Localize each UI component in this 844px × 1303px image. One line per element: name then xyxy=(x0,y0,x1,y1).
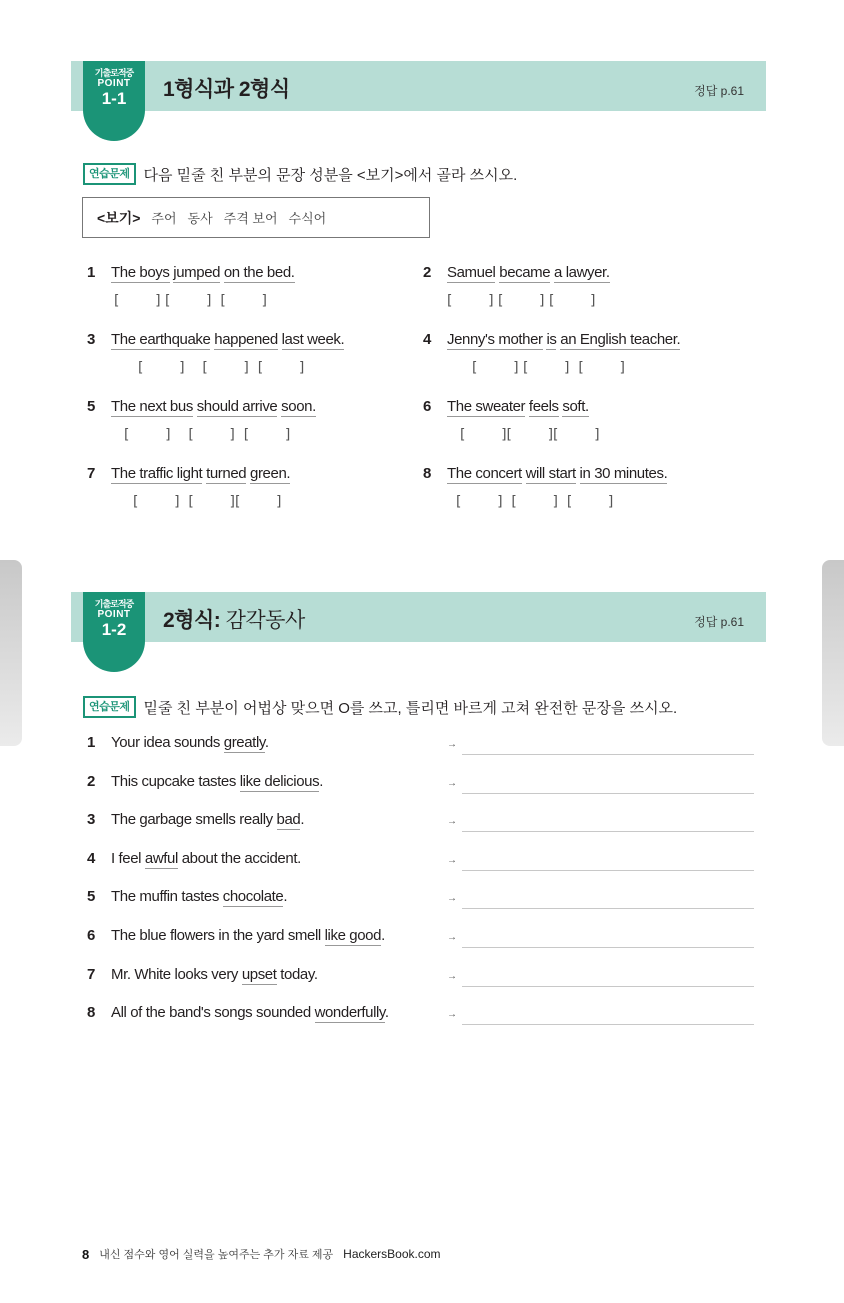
bogi-option: 동사 xyxy=(187,211,213,226)
sentence-after: . xyxy=(319,772,323,790)
arrow-icon: → xyxy=(447,970,457,982)
badge-point-label: POINT xyxy=(97,609,131,620)
bogi-option: 수식어 xyxy=(288,211,327,226)
point-badge xyxy=(83,592,145,672)
arrow-icon: → xyxy=(447,777,457,789)
underlined-part: became xyxy=(499,264,551,281)
underlined-part: upset xyxy=(241,965,277,983)
previous-page-tab[interactable] xyxy=(0,560,22,746)
sentence-after: . xyxy=(384,1004,389,1022)
question-item xyxy=(87,264,295,281)
question-item xyxy=(423,264,610,281)
underlined-part: soon. xyxy=(281,398,316,415)
bogi-option: 주어 xyxy=(151,211,177,226)
underlined-part: turned xyxy=(206,465,247,482)
question-number: 2 xyxy=(87,772,95,790)
sentence-before: The garbage smells really xyxy=(111,811,277,829)
section-header-1-1 xyxy=(71,61,766,111)
question-number: 4 xyxy=(423,331,431,348)
question-item xyxy=(87,734,269,751)
arrow-icon: → xyxy=(447,739,457,750)
bogi-box xyxy=(82,197,430,238)
underlined-part: a lawyer. xyxy=(554,264,610,281)
sentence-after: about the accident. xyxy=(177,849,301,867)
underlined-part: Samuel xyxy=(447,264,496,281)
answer-reference: 정답 p.61 xyxy=(694,615,744,629)
question-item xyxy=(87,850,301,867)
answer-brackets[interactable]: [ ] [ ] [ ] xyxy=(447,293,596,309)
question-number: 7 xyxy=(87,965,95,983)
underlined-part: greatly xyxy=(223,734,265,751)
underlined-part: feels xyxy=(528,398,559,415)
badge-point-number: 1-1 xyxy=(101,89,127,108)
underlined-part: The sweater xyxy=(447,398,526,415)
question-number: 3 xyxy=(87,811,95,829)
section-title-main: 1형식과 2형식 xyxy=(163,78,290,101)
question-item xyxy=(87,927,385,944)
question-item xyxy=(423,398,589,415)
underlined-part: last week. xyxy=(281,331,345,348)
underlined-part: The traffic light xyxy=(111,465,203,482)
sentence-after: . xyxy=(283,888,288,906)
answer-brackets[interactable]: [ ] [ ] [ ] xyxy=(138,360,305,376)
underlined-part: bad xyxy=(276,811,301,829)
answer-brackets[interactable]: [ ] [ ][ ] xyxy=(133,494,282,510)
question-number: 8 xyxy=(87,1004,95,1022)
question-number: 8 xyxy=(423,465,431,482)
question-item xyxy=(87,773,323,790)
next-page-tab[interactable] xyxy=(822,560,844,746)
question-item xyxy=(87,888,287,905)
question-item xyxy=(87,331,344,348)
sentence-before: The blue flowers in the yard smell xyxy=(111,927,325,944)
underlined-part: will start xyxy=(525,465,576,482)
sentence-before: Mr. White looks very xyxy=(111,965,242,983)
section-title xyxy=(163,604,305,634)
sentence-before: I feel xyxy=(111,849,145,867)
underlined-part: jumped xyxy=(173,264,221,281)
question-number: 6 xyxy=(423,398,431,415)
section-title-main: 2형식: xyxy=(163,609,221,632)
instruction-text: 다음 밑줄 친 부분의 문장 성분을 <보기>에서 골라 쓰시오. xyxy=(143,166,518,184)
instruction-row xyxy=(83,163,517,185)
answer-brackets[interactable]: [ ][ ][ ] xyxy=(460,427,600,443)
answer-input-line[interactable] xyxy=(462,947,754,948)
underlined-part: wonderfully xyxy=(314,1004,385,1022)
underlined-part: an English teacher. xyxy=(560,331,681,348)
sentence-before: The muffin tastes xyxy=(111,888,223,906)
footer-text: 내신 점수와 영어 실력을 높여주는 추가 자료 제공 xyxy=(99,1249,334,1261)
question-number: 5 xyxy=(87,398,95,415)
question-number: 2 xyxy=(423,264,431,281)
page-number: 8 xyxy=(82,1246,90,1262)
question-number: 4 xyxy=(87,849,95,867)
underlined-part: The next bus xyxy=(111,398,193,415)
question-number: 6 xyxy=(87,927,95,944)
badge-point-label: POINT xyxy=(97,78,131,89)
section-title-sub: 감각동사 xyxy=(225,609,305,632)
answer-brackets[interactable]: [ ] [ ] [ ] xyxy=(114,293,267,309)
underlined-part: The boys xyxy=(111,264,170,281)
question-item xyxy=(87,811,304,828)
badge-point-number: 1-2 xyxy=(101,620,127,639)
underlined-part: Jenny's mother xyxy=(447,331,543,348)
bogi-label: <보기> xyxy=(97,209,141,226)
question-item xyxy=(423,465,667,482)
question-number: 3 xyxy=(87,331,95,348)
answer-brackets[interactable]: [ ] [ ] [ ] xyxy=(456,494,614,510)
answer-input-line[interactable] xyxy=(462,754,754,755)
question-item xyxy=(87,398,316,415)
page-footer xyxy=(82,1246,441,1262)
answer-input-line[interactable] xyxy=(462,986,754,987)
sentence-after: . xyxy=(264,734,269,751)
answer-input-line[interactable] xyxy=(462,870,754,871)
footer-site-link[interactable]: HackersBook.com xyxy=(343,1247,441,1261)
underlined-part: chocolate xyxy=(222,888,284,906)
arrow-icon: → xyxy=(447,816,457,828)
sentence-before: All of the band's songs sounded xyxy=(111,1004,315,1022)
badge-logo: 기출로적중 xyxy=(94,68,134,78)
underlined-part: The earthquake xyxy=(111,331,211,348)
underlined-part: soft. xyxy=(562,398,589,415)
underlined-part: is xyxy=(546,331,557,348)
sentence-before: This cupcake tastes xyxy=(111,772,240,790)
badge-logo: 기출로적중 xyxy=(94,599,134,609)
underlined-part: like delicious xyxy=(239,772,320,790)
question-number: 1 xyxy=(87,264,95,281)
sentence-before: Your idea sounds xyxy=(111,734,224,751)
underlined-part: awful xyxy=(144,849,178,867)
underlined-part: happened xyxy=(214,331,278,348)
arrow-icon: → xyxy=(447,932,457,943)
question-number: 7 xyxy=(87,465,95,482)
question-number: 5 xyxy=(87,888,95,906)
underlined-part: like good xyxy=(324,927,382,944)
answer-reference: 정답 p.61 xyxy=(694,84,744,98)
question-item xyxy=(87,1004,389,1021)
sentence-after: . xyxy=(300,811,305,829)
arrow-icon: → xyxy=(447,1009,457,1021)
answer-input-line[interactable] xyxy=(462,908,754,909)
answer-brackets[interactable]: [ ] [ ] [ ] xyxy=(472,360,625,376)
underlined-part: on the bed. xyxy=(223,264,295,281)
practice-tag: 연습문제 xyxy=(83,696,136,718)
underlined-part: green. xyxy=(250,465,291,482)
question-item xyxy=(87,966,318,983)
instruction-text: 밑줄 친 부분이 어법상 맞으면 O를 쓰고, 틀리면 바르게 고쳐 완전한 문장을 쓰시오. xyxy=(143,699,678,717)
practice-tag: 연습문제 xyxy=(83,163,136,185)
arrow-icon: → xyxy=(447,893,457,905)
section-header-1-2 xyxy=(71,592,766,642)
underlined-part: The concert xyxy=(447,465,522,482)
answer-input-line[interactable] xyxy=(462,793,754,794)
bogi-option: 주격 보어 xyxy=(223,211,278,226)
section-title xyxy=(163,73,290,103)
sentence-after: today. xyxy=(276,965,318,983)
instruction-row xyxy=(83,696,677,718)
underlined-part: in 30 minutes. xyxy=(579,465,668,482)
answer-input-line[interactable] xyxy=(462,831,754,832)
point-badge xyxy=(83,61,145,141)
answer-brackets[interactable]: [ ] [ ] [ ] xyxy=(124,427,291,443)
question-number: 1 xyxy=(87,734,95,751)
question-item xyxy=(423,331,680,348)
sentence-after: . xyxy=(381,927,385,944)
answer-input-line[interactable] xyxy=(462,1024,754,1025)
question-item xyxy=(87,465,290,482)
arrow-icon: → xyxy=(447,854,457,866)
underlined-part: should arrive xyxy=(196,398,278,415)
